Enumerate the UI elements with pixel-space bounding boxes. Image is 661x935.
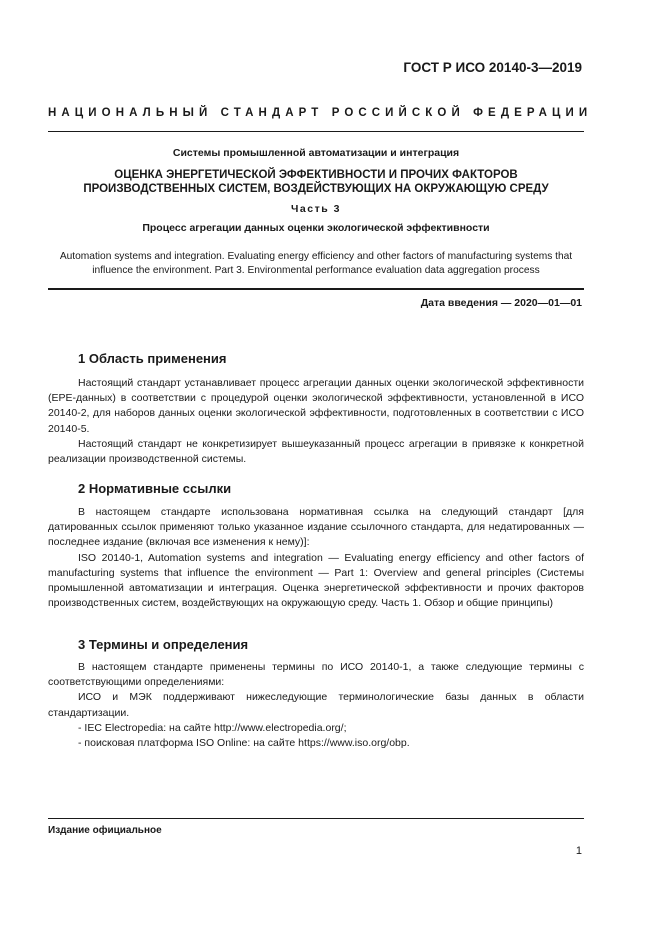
section-1-body <box>48 376 584 467</box>
section-2-body <box>48 505 584 611</box>
document-code: ГОСТ Р ИСО 20140-3—2019 <box>403 60 582 75</box>
english-title-line-2: influence the environment. Part 3. Environmental performance evaluation data aggregation process <box>92 265 540 276</box>
section-2-heading: 2 Нормативные ссылки <box>78 481 232 496</box>
paragraph: ISO 20140-1, Automation systems and integration — Evaluating energy efficiency and other factors of manufacturing systems that influence the environment — Part 1: Overview and general principles (Системы промышленной автоматизации и интеграция. Оценка энергетической эффективности и прочих факторов производственных систем, воздействующих на окружающую среду. Часть 1. Обзор и общие принципы) <box>48 551 584 610</box>
paragraph: Настоящий стандарт устанавливает процесс агрегации данных оценки экологической эффективности (ЕРЕ-данных) в соответствии с процедурой оценки экологической эффективности, установленной в ИСО 20140-2, для наборов данных оценки экологической эффективности, подготовленных в соответствии с ИСО 20140-5. <box>48 377 584 435</box>
paragraph: В настоящем стандарте использована нормативная ссылка на следующий стандарт [для датированных ссылок применяют только указанное издание ссылочного стандарта, для недатированных — последнее издание (включая все изменения к нему)]: <box>48 506 584 549</box>
part-label: Часть 3 <box>291 203 341 215</box>
section-3-body <box>48 660 584 751</box>
section-1-heading: 1 Область применения <box>78 351 227 366</box>
part-title: Процесс агрегации данных оценки экологической эффективности <box>142 222 490 234</box>
paragraph: В настоящем стандарте применены термины по ИСО 20140-1, а также следующие термины с соответствующими определениями: <box>48 661 584 689</box>
list-item: - IEC Electropedia: на сайте http://www.electropedia.org/; <box>78 721 347 734</box>
page-number: 1 <box>575 845 582 857</box>
top-divider <box>48 131 584 132</box>
main-title-line-1: ОЦЕНКА ЭНЕРГЕТИЧЕСКОЙ ЭФФЕКТИВНОСТИ И ПРОЧИХ ФАКТОРОВ <box>114 169 518 181</box>
introduction-date: Дата введения — 2020—01—01 <box>420 297 582 309</box>
english-title <box>48 250 584 278</box>
main-title-line-2: ПРОИЗВОДСТВЕННЫХ СИСТЕМ, ВОЗДЕЙСТВУЮЩИХ НА ОКРУЖАЮЩУЮ СРЕДУ <box>83 183 549 195</box>
official-edition-label: Издание официальное <box>48 825 162 836</box>
standard-main-title <box>48 168 584 196</box>
english-title-line-1: Automation systems and integration. Evaluating energy efficiency and other factors of manufacturing systems that <box>59 251 573 262</box>
paragraph: Настоящий стандарт не конкретизирует вышеуказанный процесс агрегации в привязке к конкретной реализации производственной системы. <box>48 437 584 466</box>
section-3-heading: 3 Термины и определения <box>78 637 249 652</box>
title-divider <box>48 288 584 290</box>
paragraph: ИСО и МЭК поддерживают нижеследующие терминологические базы данных в области стандартизации. <box>48 691 584 719</box>
list-item: - поисковая платформа ISO Online: на сайте https://www.iso.org/obp. <box>78 737 410 750</box>
footer-divider <box>48 818 584 819</box>
national-standard-heading: НАЦИОНАЛЬНЫЙ СТАНДАРТ РОССИЙСКОЙ ФЕДЕРАЦИИ <box>48 107 593 119</box>
standard-subtitle: Системы промышленной автоматизации и интеграция <box>172 147 460 159</box>
